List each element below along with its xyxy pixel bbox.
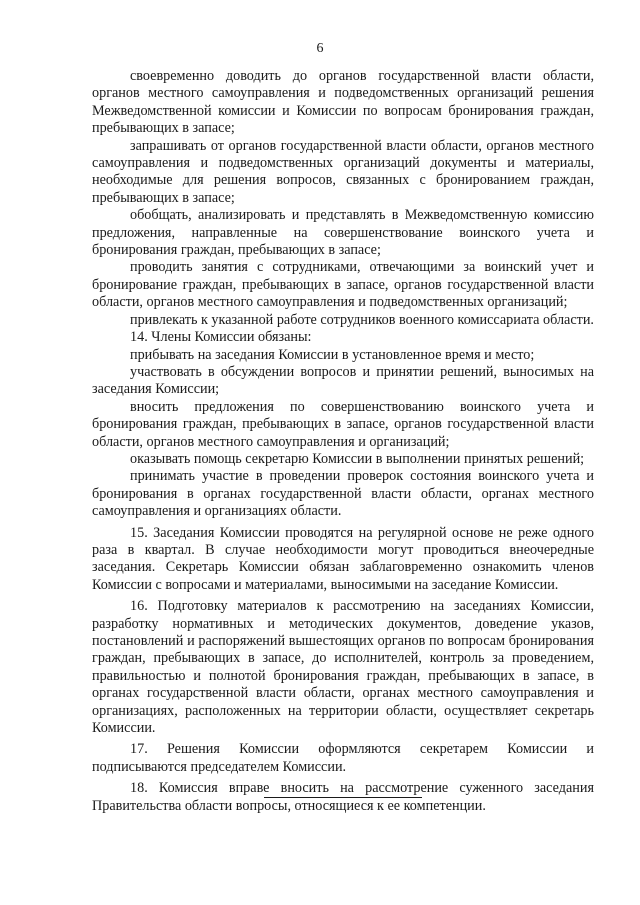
paragraph: своевременно доводить до органов государственной власти области, органов местного самоуправления и подведомственных организаций решения Межведомственной комиссии и Комиссии по вопросам бронирования граждан, пребывающих в запасе;	[92, 68, 594, 137]
paragraph: привлекать к указанной работе сотрудников военного комиссариата области.	[130, 311, 594, 328]
paragraph: оказывать помощь секретарю Комиссии в выполнении принятых решений;	[130, 450, 585, 467]
numbered-paragraph: 16. Подготовку материалов к рассмотрению на заседаниях Комиссии, разработку нормативных и методических документов, доведение указов, постановлений и распоряжений вышестоящих органов по вопросам бронирования граждан, пребывающих в запасе, до исполнителей, контроль за проведением, правильностью и полнотой бронирования граждан, пребывающих в запасе, в органах государственной власти области, органах местного самоуправления и организациях, расположенных на территории области, осуществляет секретарь Комиссии.	[92, 598, 594, 737]
paragraph: запрашивать от органов государственной власти области, органов местного самоуправления и подведомственных организаций документы и материалы, необходимые для решения вопросов, связанных с бронированием граждан, пребывающих в запасе;	[92, 137, 594, 206]
numbered-paragraph: 18. Комиссия вправе вносить на рассмотрение суженного заседания Правительства области вопросы, относящиеся к ее компетенции.	[92, 780, 594, 814]
numbered-paragraph: 17. Решения Комиссии оформляются секретарем Комиссии и подписываются председателем Комиссии.	[92, 741, 594, 775]
page-number: 6	[316, 41, 324, 56]
paragraph: вносить предложения по совершенствованию воинского учета и бронирования граждан, пребывающих в запасе, органов государственной власти области, органов местного самоуправления и организаций;	[92, 398, 594, 450]
section-heading: 14. Члены Комиссии обязаны:	[130, 329, 312, 346]
numbered-paragraph: 15. Заседания Комиссии проводятся на регулярной основе не реже одного раза в квартал. В случае необходимости могут проводиться внеочередные заседания. Секретарь Комиссии обязан заблаговременно ознакомить членов Комиссии с вопросами и материалами, выносимыми на заседание Комиссии.	[92, 524, 594, 593]
paragraph: принимать участие в проведении проверок состояния воинского учета и бронирования в органах государственной власти области, органах местного самоуправления и организациях области.	[92, 468, 594, 520]
document-body	[92, 68, 594, 815]
paragraph: прибывать на заседания Комиссии в установленное время и место;	[130, 346, 535, 363]
end-divider	[264, 797, 422, 798]
paragraph: участвовать в обсуждении вопросов и принятии решений, выносимых на заседания Комиссии;	[92, 363, 594, 398]
paragraph: проводить занятия с сотрудниками, отвечающими за воинский учет и бронирование граждан, пребывающих в запасе, органов государственной власти области, органов местного самоуправления и подведомственных организаций;	[92, 259, 594, 311]
paragraph: обобщать, анализировать и представлять в Межведомственную комиссию предложения, направленные на совершенствование воинского учета и бронирования граждан, пребывающих в запасе;	[92, 207, 594, 259]
